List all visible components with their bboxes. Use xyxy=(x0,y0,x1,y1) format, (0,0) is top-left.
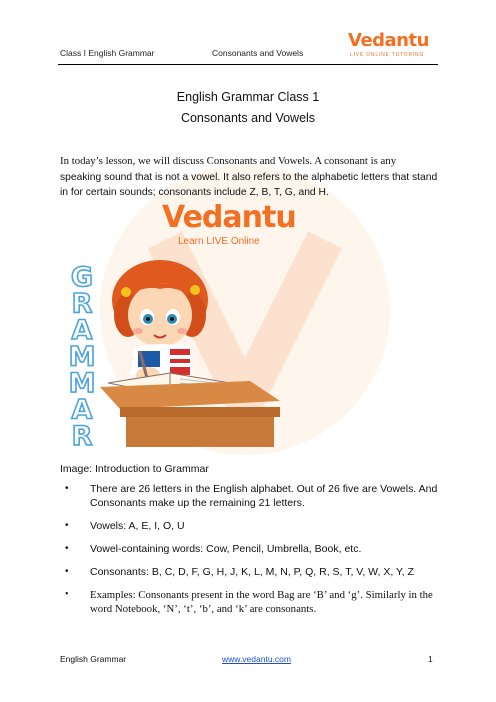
intro-text-serif: In today’s lesson, we will discuss Consonants and Vowels. A consonant is any xyxy=(60,155,397,167)
grammar-letter: G xyxy=(70,262,94,293)
bullet-list xyxy=(60,482,450,625)
illustration-vedantu-logo: Vedantu xyxy=(162,200,296,235)
header-center-title: Consonants and Vowels xyxy=(212,48,304,58)
footer-left-text: English Grammar xyxy=(60,654,127,664)
girl-studying-illustration xyxy=(100,255,400,455)
footer-website-link[interactable]: www.vedantu.com xyxy=(222,654,291,664)
list-item: • Examples: Consonants present in the word Bag are ‘B’ and ‘g’. Similarly in the word Notebook, ‘N’, ‘t’, ‘b’, and ‘k’ are consonants. xyxy=(60,588,450,616)
vedantu-logo: Vedantu xyxy=(348,30,429,51)
list-item: • Vowels: A, E, I, O, U xyxy=(60,519,450,533)
grammar-letter: R xyxy=(71,421,93,452)
page-subtitle: Consonants and Vowels xyxy=(180,111,316,125)
header-left-title: Class I English Grammar xyxy=(60,48,155,58)
grammar-letter: A xyxy=(71,394,93,426)
intro-paragraph xyxy=(60,154,440,201)
intro-text-sans: speaking sound that is not a vowel. It also refers to the alphabetic letters that stand in for certain sounds; consonants include Z, B, T, G, and H. xyxy=(60,171,438,198)
page-title: English Grammar Class 1 xyxy=(176,90,320,104)
list-item: • Vowel-containing words: Cow, Pencil, Umbrella, Book, etc. xyxy=(60,542,450,556)
page-number: 1 xyxy=(428,654,433,664)
grammar-letter: M xyxy=(68,368,96,399)
grammar-vertical-word xyxy=(64,262,100,452)
list-item: • There are 26 letters in the English alphabet. Out of 26 five are Vowels. And Consonants make up the remaining 21 letters. xyxy=(60,482,450,510)
list-item: • Consonants: B, C, D, F, G, H, J, K, L, M, N, P, Q, R, S, T, V, W, X, Y, Z xyxy=(60,565,450,579)
grammar-letter: R xyxy=(71,288,93,320)
vedantu-logo-tagline: LIVE ONLINE TUTORING xyxy=(350,52,425,58)
illustration-tagline: Learn LIVE Online xyxy=(178,236,260,247)
grammar-letter: A xyxy=(71,315,93,346)
header-divider xyxy=(58,64,438,65)
image-caption: Image: Introduction to Grammar xyxy=(60,463,209,475)
grammar-letter: M xyxy=(68,341,96,373)
